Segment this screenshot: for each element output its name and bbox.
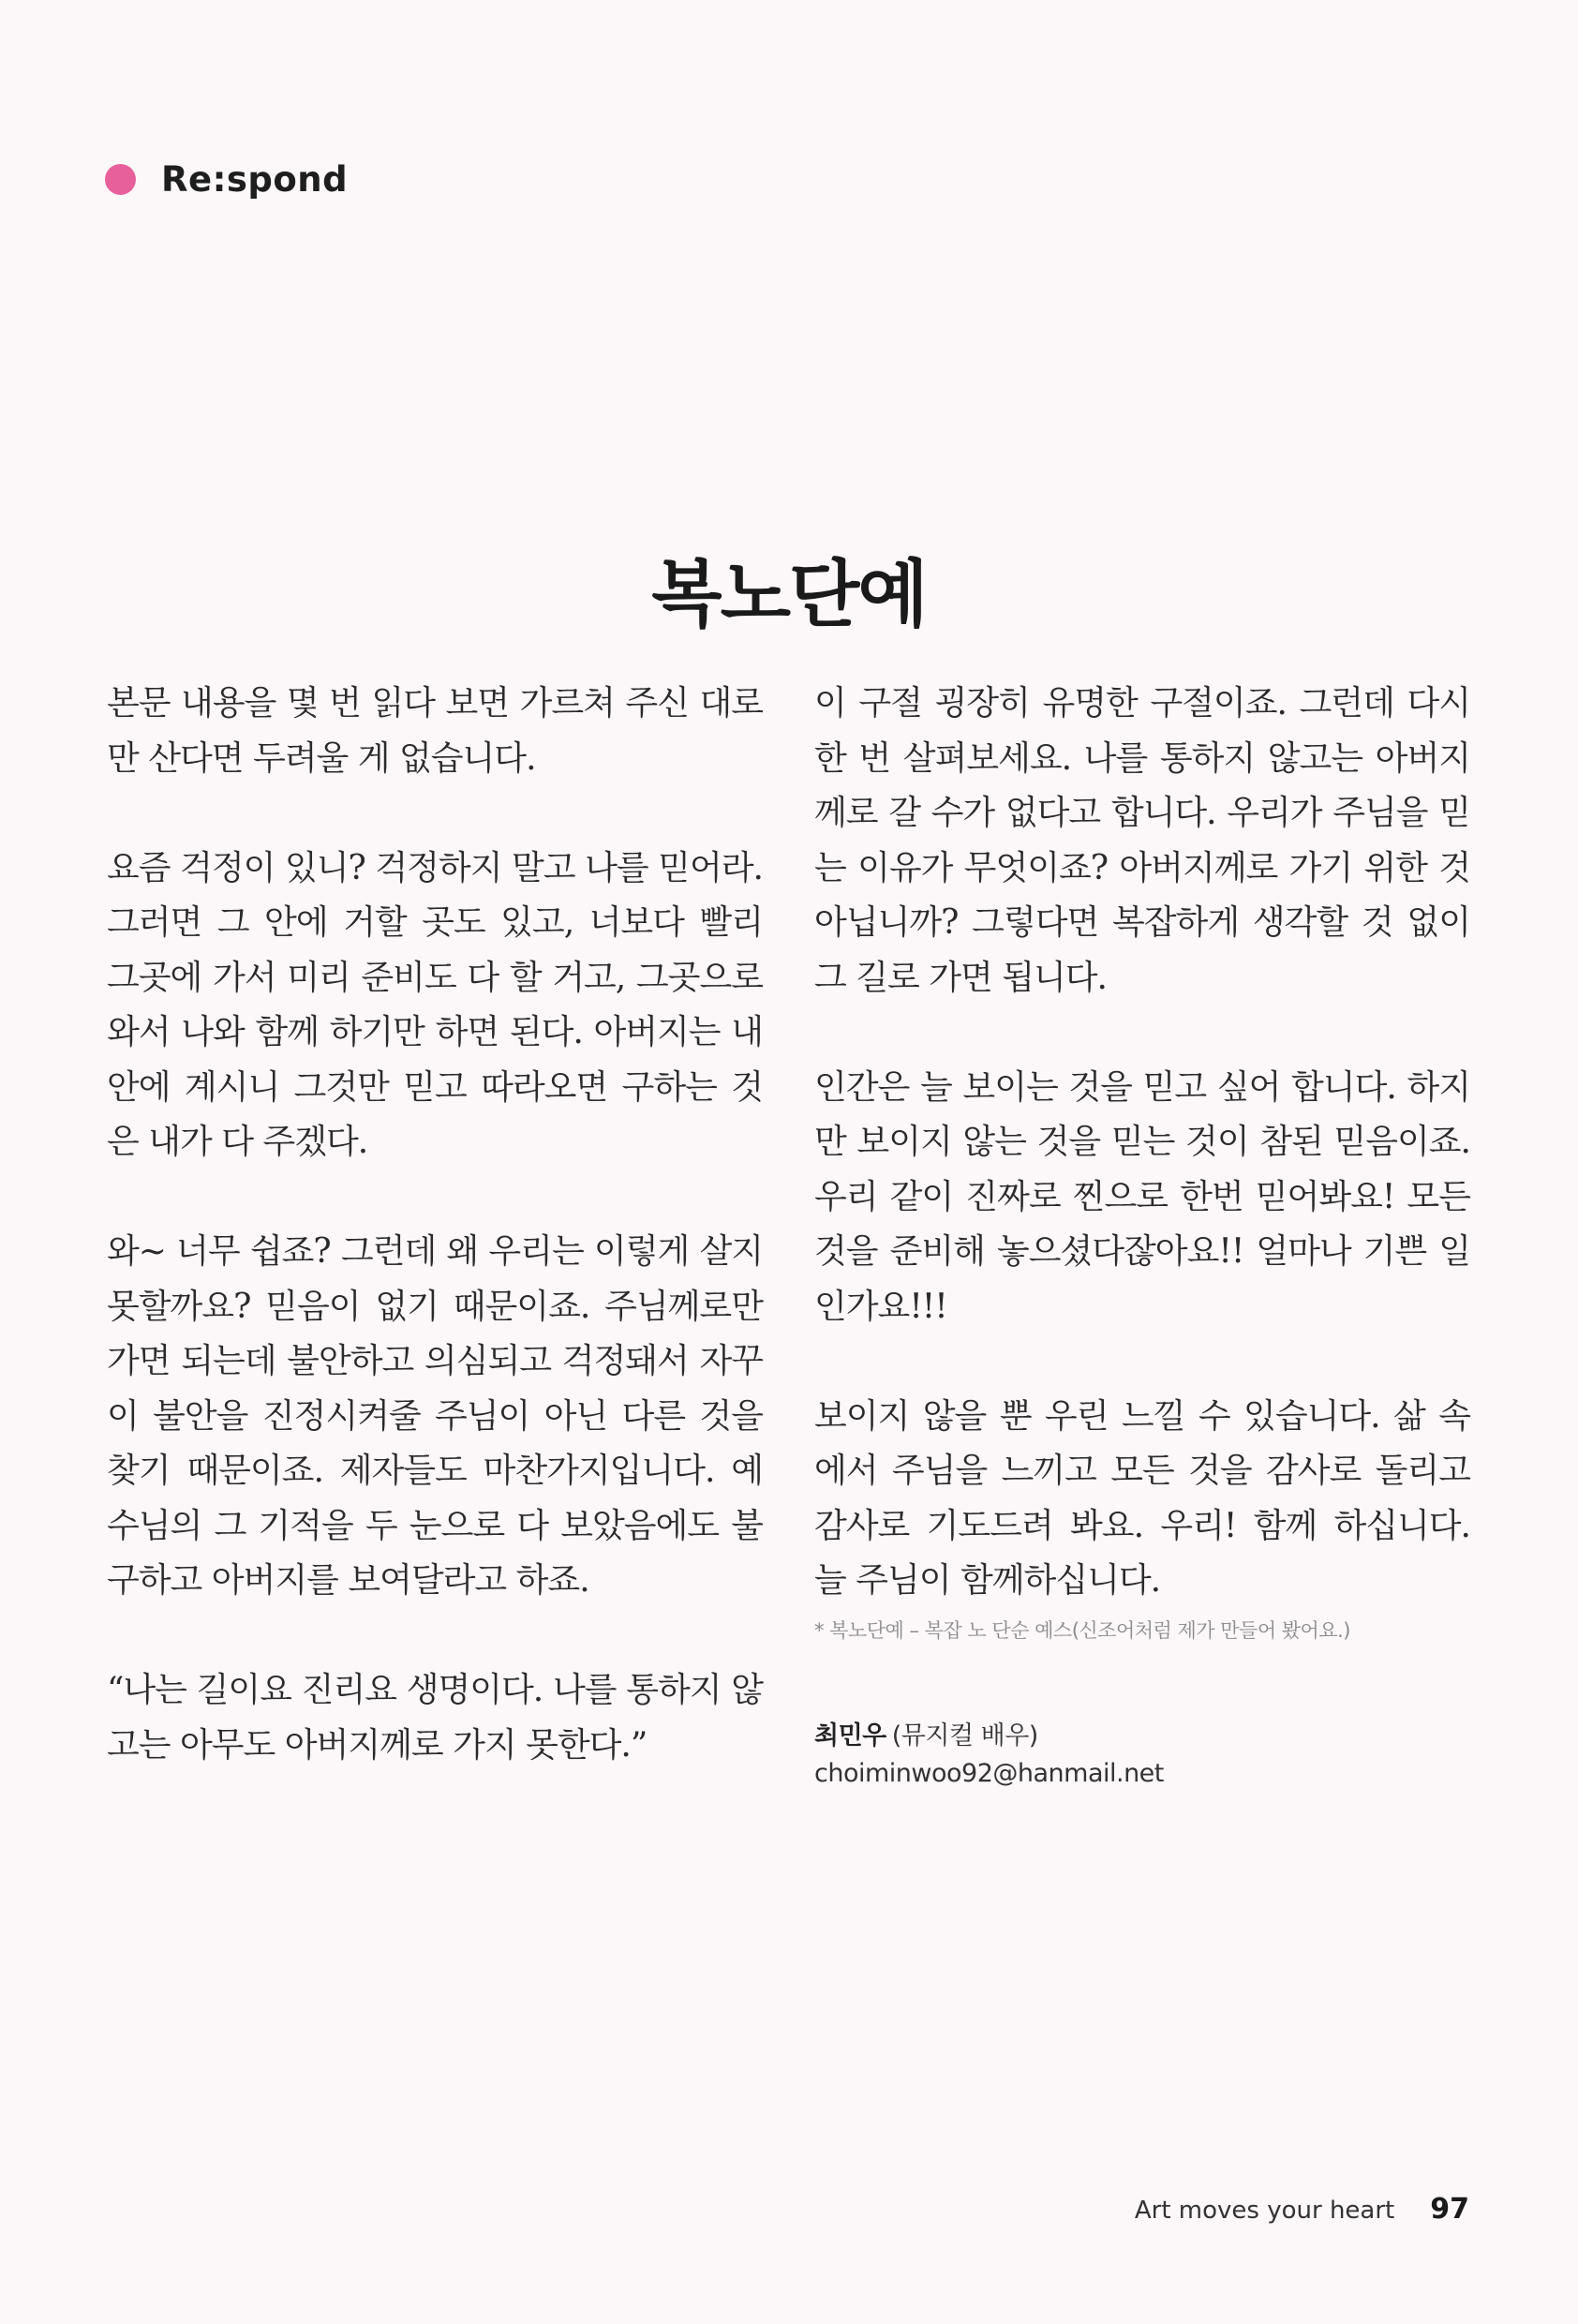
right-column bbox=[814, 677, 1470, 1793]
author-block bbox=[814, 1718, 1470, 1793]
paragraph: 요즘 걱정이 있니? 걱정하지 말고 나를 믿어라. 그러면 그 안에 거할 곳도 있고, 너보다 빨리 그곳에 가서 미리 준비도 다 할 거고, 그곳으로 와서 나와 함께 하기만 하면 된다. 아버지는 내 안에 계시니 그것만 믿고 따라오면 구하는 것은 내가 다 주겠다. bbox=[107, 848, 763, 1161]
section-label: Re:spond bbox=[161, 159, 349, 200]
author-line bbox=[814, 1718, 1470, 1755]
paragraph: 인간은 늘 보이는 것을 믿고 싶어 합니다. 하지만 보이지 않는 것을 믿는 것이 참된 믿음이죠. 우리 같이 진짜로 찐으로 한번 믿어봐요! 모든 것을 준비해 놓으셨다잖아요!! 얼마나 기쁜 일인가요!!! bbox=[814, 1067, 1470, 1326]
author-name: 최민우 bbox=[814, 1721, 886, 1750]
section-dot-icon bbox=[105, 164, 136, 195]
footnote: * 복노단예 – 복잡 노 단순 예스(신조어처럼 제가 만들어 봤어요.) bbox=[814, 1619, 1351, 1642]
paragraph: 보이지 않을 뿐 우린 느낄 수 있습니다. 삶 속에서 주님을 느끼고 모든 것을 감사로 돌리고 감사로 기도드려 봐요. 우리! 함께 하십니다. 늘 주님이 함께하십니다. bbox=[814, 1396, 1470, 1600]
paragraph: 와~ 너무 쉽죠? 그런데 왜 우리는 이렇게 살지 못할까요? 믿음이 없기 때문이죠. 주님께로만 가면 되는데 불안하고 의심되고 걱정돼서 자꾸 이 불안을 진정시켜줄 주님이 아닌 다른 것을 찾기 때문이죠. 제자들도 마찬가지입니다. 예수님의 그 기적을 두 눈으로 다 보았음에도 불구하고 아버지를 보여달라고 하죠. bbox=[107, 1232, 763, 1600]
paragraph: 이 구절 굉장히 유명한 구절이죠. 그런데 다시 한 번 살펴보세요. 나를 통하지 않고는 아버지께로 갈 수가 없다고 합니다. 우리가 주님을 믿는 이유가 무엇이죠? 아버지께로 가기 위한 것 아닙니까? 그렇다면 복잡하게 생각할 것 없이 그 길로 가면 됩니다. bbox=[814, 684, 1470, 997]
left-column bbox=[107, 677, 763, 1828]
page-number: 97 bbox=[1430, 2193, 1469, 2226]
article-title: 복노단예 bbox=[651, 552, 927, 638]
footer-tagline: Art moves your heart bbox=[1134, 2197, 1395, 2225]
paragraph: 본문 내용을 몇 번 읽다 보면 가르쳐 주신 대로만 산다면 두려울 게 없습니다. bbox=[107, 684, 763, 778]
section-tag bbox=[105, 159, 348, 200]
author-email[interactable]: choiminwoo92@hanmail.net bbox=[814, 1759, 1164, 1788]
quote-paragraph: “나는 길이요 진리요 생명이다. 나를 통하지 않고는 아무도 아버지께로 가지 못한다.” bbox=[107, 1671, 763, 1765]
page-footer bbox=[1135, 2193, 1469, 2226]
author-role: (뮤지컬 배우) bbox=[891, 1721, 1038, 1750]
